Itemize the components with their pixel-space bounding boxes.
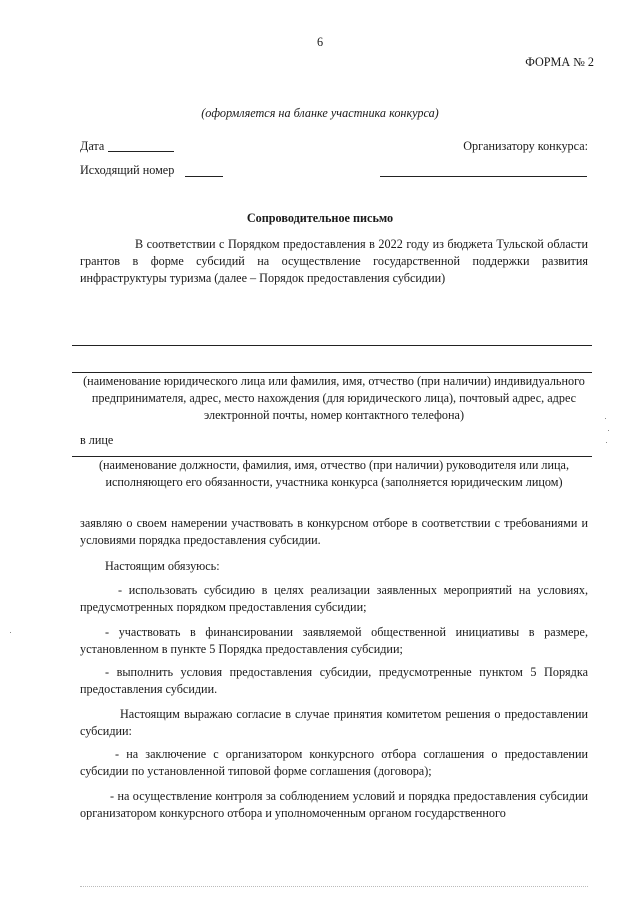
obligation-item-3: - выполнить условия предоставления субсидии, предусмотренные пунктом 5 Порядка предоставления субсидии. xyxy=(80,665,588,696)
head-caption: (наименование должности, фамилия, имя, отчество (при наличии) руководителя или лица, исполняющего его обязанности, участника конкурса (заполняется юридическим лицом) xyxy=(98,458,570,489)
consent-item-2: - на осуществление контроля за соблюдением условий и порядка предоставления субсидии организатором конкурсного отбора и уполномоченным органом государственного xyxy=(80,789,588,820)
obligation-item-1: - использовать субсидию в целях реализации заявленных мероприятий на условиях, предусмотренных порядком предоставления субсидии; xyxy=(80,583,588,614)
scan-speck xyxy=(606,442,607,443)
outgoing-number-label: Исходящий номер xyxy=(80,163,175,177)
scan-bottom-edge xyxy=(80,886,588,887)
outgoing-number-line xyxy=(185,176,223,177)
form-label: ФОРМА № 2 xyxy=(525,55,594,69)
scan-speck xyxy=(605,418,606,419)
obligation-item-2: - участвовать в финансировании заявляемой общественной инициативы в размере, установленном в пункте 5 Порядка предоставления субсидии; xyxy=(80,625,588,656)
applicant-line-1 xyxy=(72,345,592,346)
in-person-label: в лице xyxy=(80,433,114,447)
scan-speck xyxy=(608,430,609,431)
addressee-label: Организатору конкурса: xyxy=(463,139,588,153)
blank-note: (оформляется на бланке участника конкурса) xyxy=(201,106,439,120)
consent-item-1: - на заключение с организатором конкурсного отбора соглашения о предоставлении субсидии по установленной типовой форме соглашения (договора); xyxy=(80,747,588,778)
intro-paragraph: В соответствии с Порядком предоставления в 2022 году из бюджета Тульской области грантов в форме субсидий на осуществление государственной поддержки развития инфраструктуры туризма (далее – Порядок предоставления субсидии) xyxy=(80,237,588,285)
addressee-line xyxy=(380,176,587,177)
page-number: 6 xyxy=(316,35,324,49)
declaration-paragraph: заявляю о своем намерении участвовать в конкурсном отборе в соответствии с требованиями и условиями порядка предоставления субсидии. xyxy=(80,516,588,547)
consent-heading: Настоящим выражаю согласие в случае принятия комитетом решения о предоставлении субсидии: xyxy=(80,707,588,738)
date-label: Дата xyxy=(80,139,105,153)
scan-speck xyxy=(10,632,11,633)
date-field-line xyxy=(108,151,174,152)
letter-title: Сопроводительное письмо xyxy=(246,211,394,225)
obligations-heading: Настоящим обязуюсь: xyxy=(105,559,220,573)
applicant-caption: (наименование юридического лица или фамилия, имя, отчество (при наличии) индивидуального предпринимателя, адрес, место нахождения (для юридического лица), почтовый адрес, адрес электронной почты, номер контактного телефона) xyxy=(83,374,585,422)
